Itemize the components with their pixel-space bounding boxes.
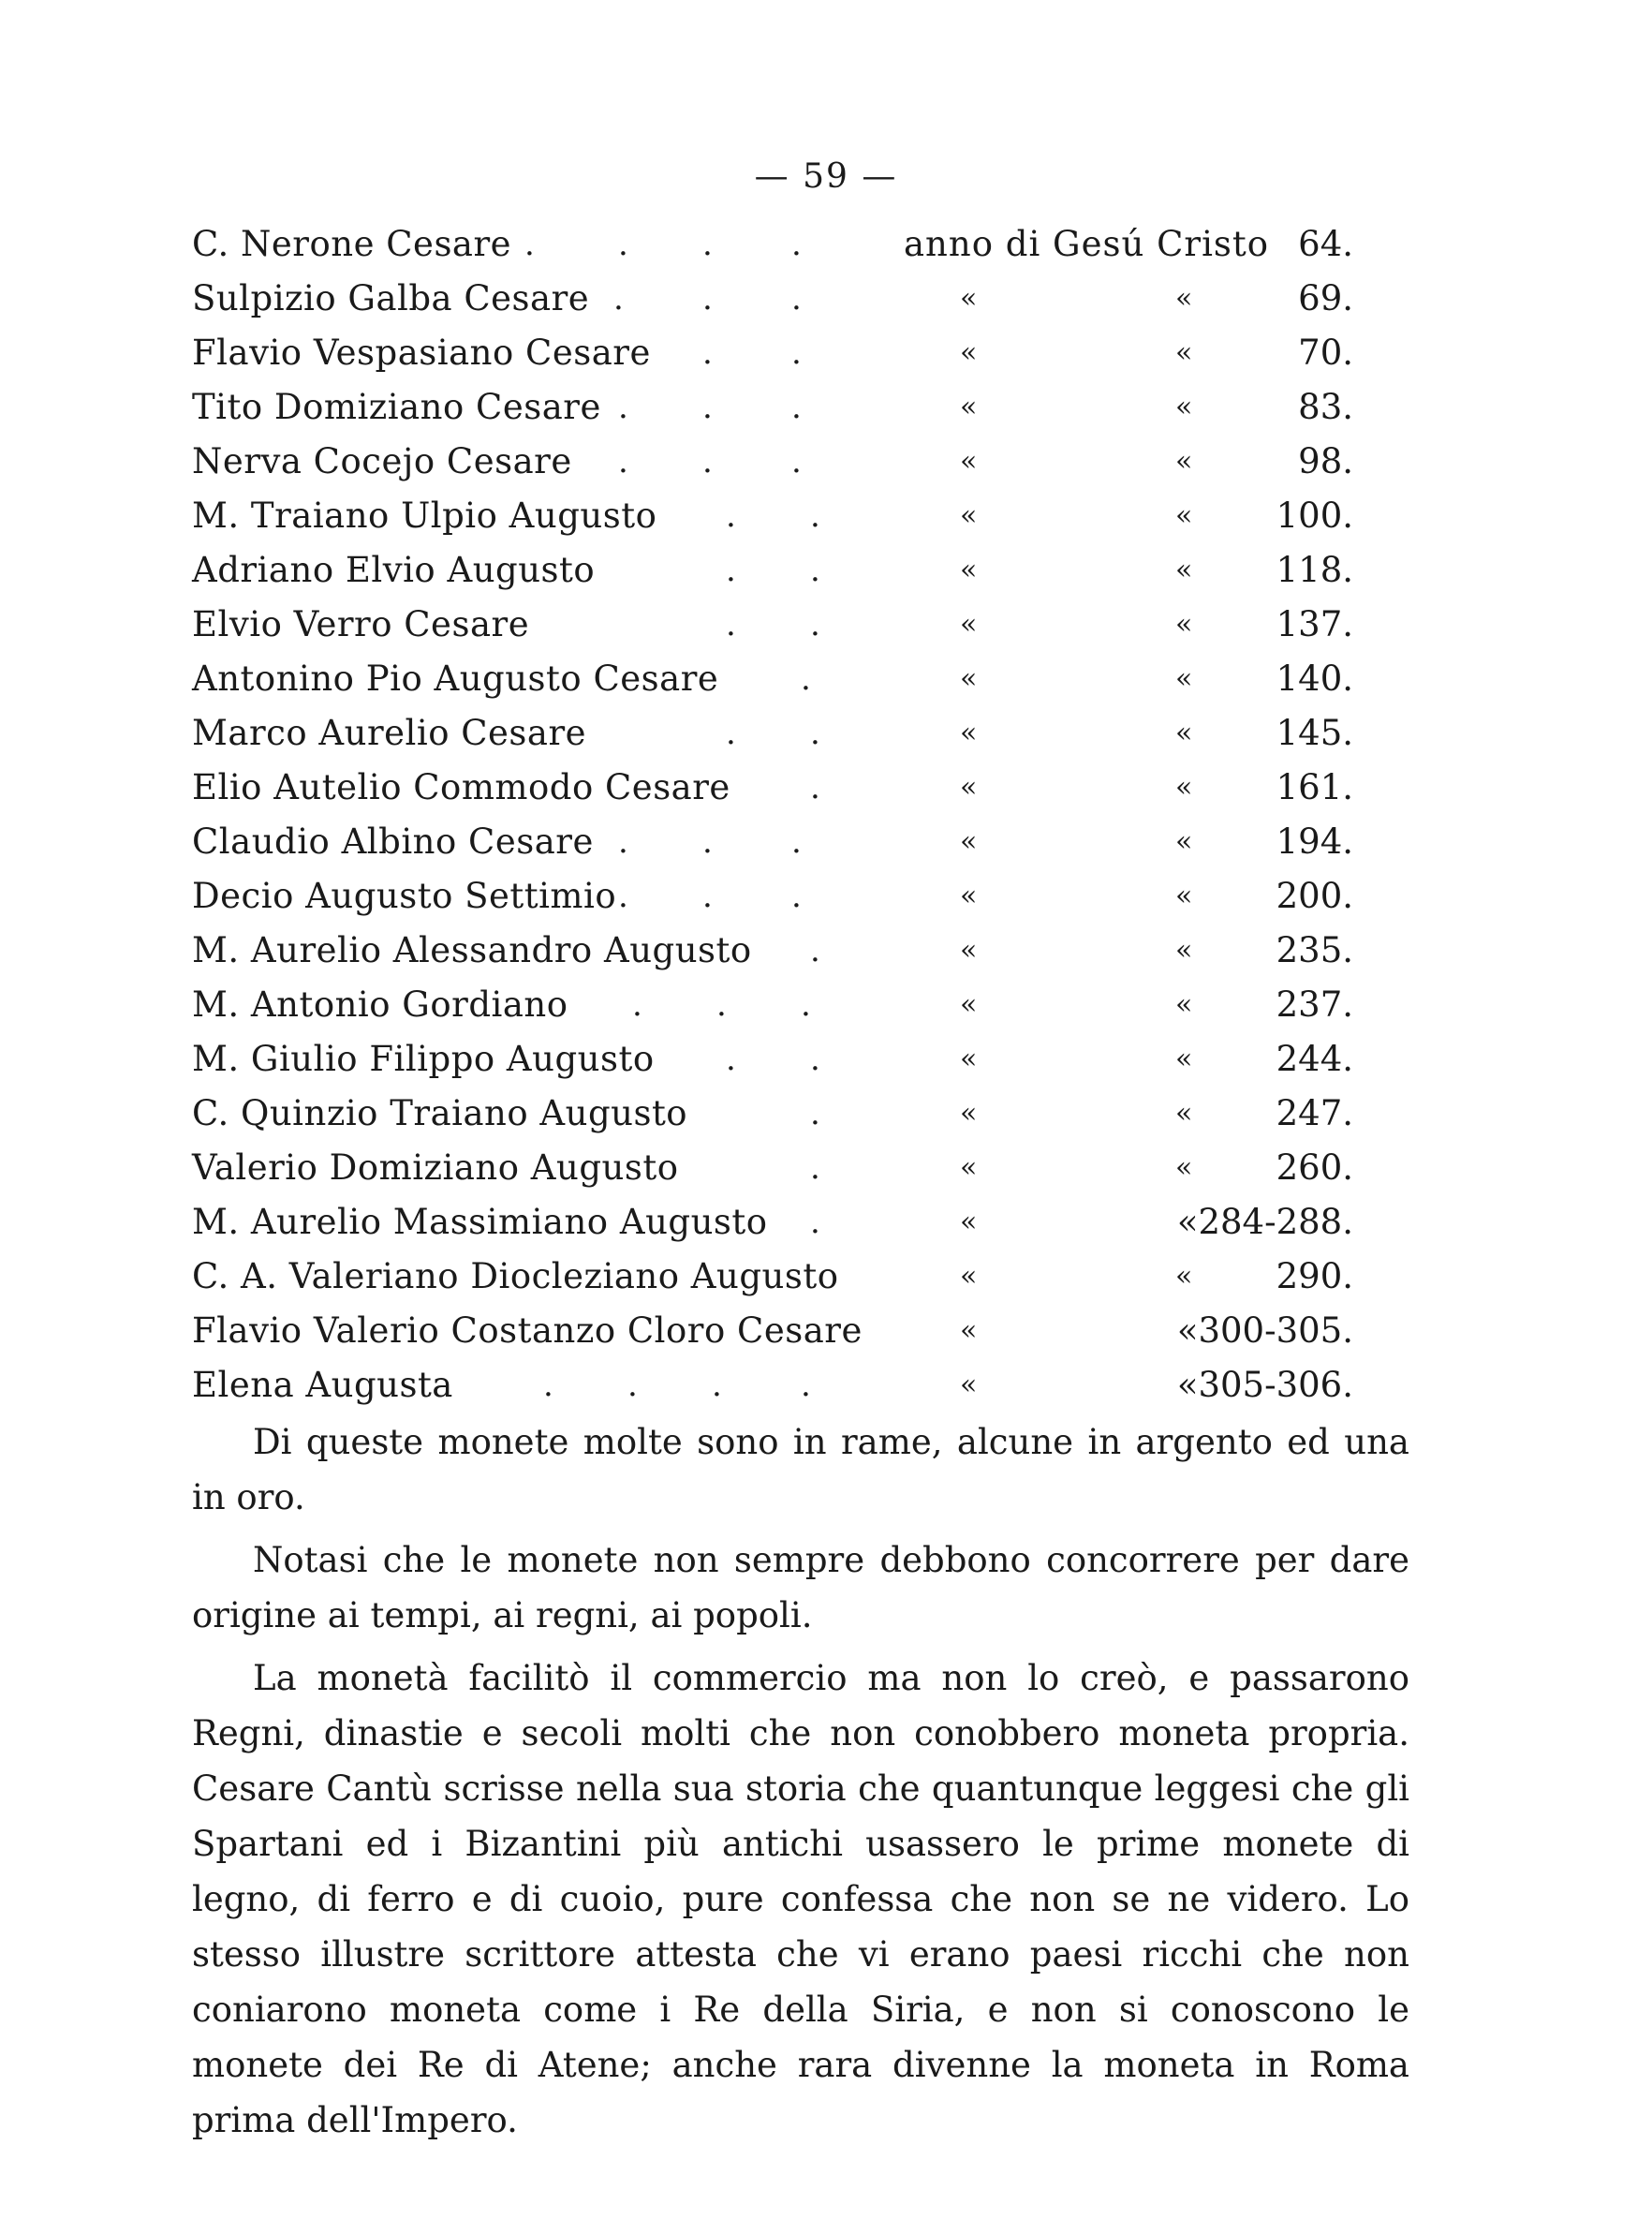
year-value: 244. — [1276, 1039, 1353, 1079]
table-row: M. Aurelio Alessandro Augusto . « « 235. — [192, 924, 1353, 978]
ditto-mark: « — [960, 1097, 978, 1130]
year-value: 100. — [1276, 496, 1353, 536]
emperor-name: Tito Domiziano Cesare — [192, 387, 601, 427]
year-value: 194. — [1276, 821, 1353, 862]
year-value: 83. — [1298, 387, 1353, 427]
table-row: C. Nerone Cesare . . . . anno di Gesú Cristo 64. — [192, 217, 1353, 272]
emperor-name: Adriano Elvio Augusto — [192, 550, 596, 590]
emperor-name: Decio Augusto Settimio — [192, 876, 617, 916]
emperor-name: Valerio Domiziano Augusto — [192, 1147, 679, 1188]
emperor-name: M. Giulio Filippo Augusto — [192, 1039, 655, 1079]
year-value: 290. — [1276, 1256, 1353, 1296]
emperor-name: C. A. Valeriano Diocleziano Augusto — [192, 1256, 839, 1296]
table-row: Claudio Albino Cesare . . . « « 194. — [192, 815, 1353, 869]
emperor-name: C. Nerone Cesare — [192, 224, 512, 264]
ditto-mark: « — [960, 499, 978, 532]
year-value: 200. — [1276, 876, 1353, 916]
table-row: Tito Domiziano Cesare . . . « « 83. — [192, 380, 1353, 435]
paragraph: La monetà facilitò il commercio ma non lo creò, e passarono Regni, dinastie e secoli molti che non conobbero moneta propria. Cesare Cantù scrisse nella sua storia che quantunque leggesi che gli Spartani ed i Bizantini più antichi usassero le prime monete di legno, di ferro e di cuoio, pure confessa che non se ne videro. Lo stesso illustre scrittore attesta che vi erano paesi ricchi che non coniarono moneta come i Re della Siria, e non si conoscono le monete dei Re di Atene; anche rara divenne la moneta in Roma prima dell'Impero. — [192, 1658, 1409, 2140]
ditto-mark: « — [1175, 1260, 1193, 1293]
ditto-mark: « — [960, 391, 978, 423]
year-value: «305-306. — [1176, 1365, 1353, 1405]
table-row: M. Antonio Gordiano . . . « « 237. — [192, 978, 1353, 1032]
year-value: 145. — [1276, 713, 1353, 753]
ditto-mark: « — [960, 988, 978, 1021]
ditto-mark: « — [1175, 771, 1193, 804]
ditto-mark: « — [1175, 934, 1193, 967]
ditto-mark: « — [960, 1206, 978, 1238]
ditto-mark: « — [960, 1260, 978, 1293]
ditto-mark: « — [960, 336, 978, 369]
emperor-name: M. Aurelio Massimiano Augusto — [192, 1202, 768, 1242]
emperor-name: Elio Autelio Commodo Cesare — [192, 767, 730, 807]
table-row — [192, 1250, 1353, 1304]
year-value: «300-305. — [1176, 1310, 1353, 1351]
table-row — [192, 1304, 1353, 1358]
emperor-name: C. Quinzio Traiano Augusto — [192, 1093, 688, 1133]
ditto-mark: « — [1175, 880, 1193, 912]
year-value: 247. — [1276, 1093, 1353, 1133]
emperor-name: Elena Augusta — [192, 1365, 453, 1405]
ditto-mark: « — [960, 1151, 978, 1184]
ditto-mark: « — [960, 771, 978, 804]
ditto-mark: « — [960, 1369, 978, 1401]
table-row: Adriano Elvio Augusto . . « « 118. — [192, 543, 1353, 598]
table-row: C. Quinzio Traiano Augusto . « « 247. — [192, 1087, 1353, 1141]
ditto-mark: « — [1175, 445, 1193, 478]
table-row: Flavio Vespasiano Cesare . . « « 70. — [192, 326, 1353, 380]
ditto-mark: « — [1175, 988, 1193, 1021]
table-row: Elio Autelio Commodo Cesare . « « 161. — [192, 761, 1353, 815]
year-value: 161. — [1276, 767, 1353, 807]
body-text — [192, 1414, 1409, 2148]
emperor-table — [192, 217, 1353, 1413]
emperor-name: Flavio Valerio Costanzo Cloro Cesare — [192, 1310, 863, 1351]
year-value: 237. — [1276, 984, 1353, 1025]
page-number: — 59 — — [754, 157, 898, 196]
year-value: 137. — [1276, 604, 1353, 644]
emperor-name: Marco Aurelio Cesare — [192, 713, 587, 753]
ditto-mark: « — [1175, 1097, 1193, 1130]
year-value: «284-288. — [1176, 1202, 1353, 1242]
year-value: 70. — [1298, 333, 1353, 373]
year-value: 118. — [1276, 550, 1353, 590]
paragraph: Notasi che le monete non sempre debbono concorrere per dare origine ai tempi, ai regni, ai popoli. — [192, 1540, 1409, 1635]
emperor-name: M. Traiano Ulpio Augusto — [192, 496, 657, 536]
ditto-mark: « — [960, 608, 978, 641]
ditto-mark: « — [1175, 391, 1193, 423]
year-value: 69. — [1298, 278, 1353, 318]
era-label: anno di Gesú Cristo — [904, 224, 1270, 264]
table-row: M. Giulio Filippo Augusto . . « « 244. — [192, 1032, 1353, 1087]
year-value: 64. — [1298, 224, 1353, 264]
emperor-name: Antonino Pio Augusto Cesare — [192, 658, 719, 699]
table-row: Decio Augusto Settimio . . . « « 200. — [192, 869, 1353, 924]
paragraph: Di queste monete molte sono in rame, alcune in argento ed una in oro. — [192, 1422, 1409, 1517]
year-value: 260. — [1276, 1147, 1353, 1188]
year-value: 235. — [1276, 930, 1353, 970]
ditto-mark: « — [1175, 608, 1193, 641]
table-row: Sulpizio Galba Cesare . . . « « 69. — [192, 272, 1353, 326]
ditto-mark: « — [1175, 336, 1193, 369]
table-row: Elvio Verro Cesare . . « « 137. — [192, 598, 1353, 652]
ditto-mark: « — [1175, 825, 1193, 858]
ditto-mark: « — [960, 880, 978, 912]
ditto-mark: « — [960, 1314, 978, 1347]
year-value: 140. — [1276, 658, 1353, 699]
year-value: 98. — [1298, 441, 1353, 481]
ditto-mark: « — [1175, 1043, 1193, 1075]
ditto-mark: « — [960, 445, 978, 478]
ditto-mark: « — [960, 825, 978, 858]
emperor-name: Sulpizio Galba Cesare — [192, 278, 590, 318]
ditto-mark: « — [960, 1043, 978, 1075]
table-row: M. Traiano Ulpio Augusto . . « « 100. — [192, 489, 1353, 543]
table-row: Elena Augusta . . . . « «305-306. — [192, 1358, 1353, 1413]
ditto-mark: « — [960, 282, 978, 315]
ditto-mark: « — [960, 554, 978, 586]
ditto-mark: « — [1175, 499, 1193, 532]
emperor-name: Nerva Cocejo Cesare — [192, 441, 572, 481]
emperor-name: M. Aurelio Alessandro Augusto — [192, 930, 752, 970]
table-row: Marco Aurelio Cesare . . « « 145. — [192, 706, 1353, 761]
ditto-mark: « — [1175, 662, 1193, 695]
table-row: Antonino Pio Augusto Cesare . « « 140. — [192, 652, 1353, 706]
ditto-mark: « — [960, 662, 978, 695]
table-row: Valerio Domiziano Augusto . « « 260. — [192, 1141, 1353, 1195]
ditto-mark: « — [1175, 1151, 1193, 1184]
table-row: M. Aurelio Massimiano Augusto . « «284-288. — [192, 1195, 1353, 1250]
ditto-mark: « — [1175, 554, 1193, 586]
ditto-mark: « — [1175, 717, 1193, 749]
emperor-name: Flavio Vespasiano Cesare — [192, 333, 651, 373]
ditto-mark: « — [960, 934, 978, 967]
ditto-mark: « — [960, 717, 978, 749]
table-row: Nerva Cocejo Cesare . . . « « 98. — [192, 435, 1353, 489]
emperor-name: Elvio Verro Cesare — [192, 604, 530, 644]
emperor-name: M. Antonio Gordiano — [192, 984, 568, 1025]
ditto-mark: « — [1175, 282, 1193, 315]
emperor-name: Claudio Albino Cesare — [192, 821, 594, 862]
